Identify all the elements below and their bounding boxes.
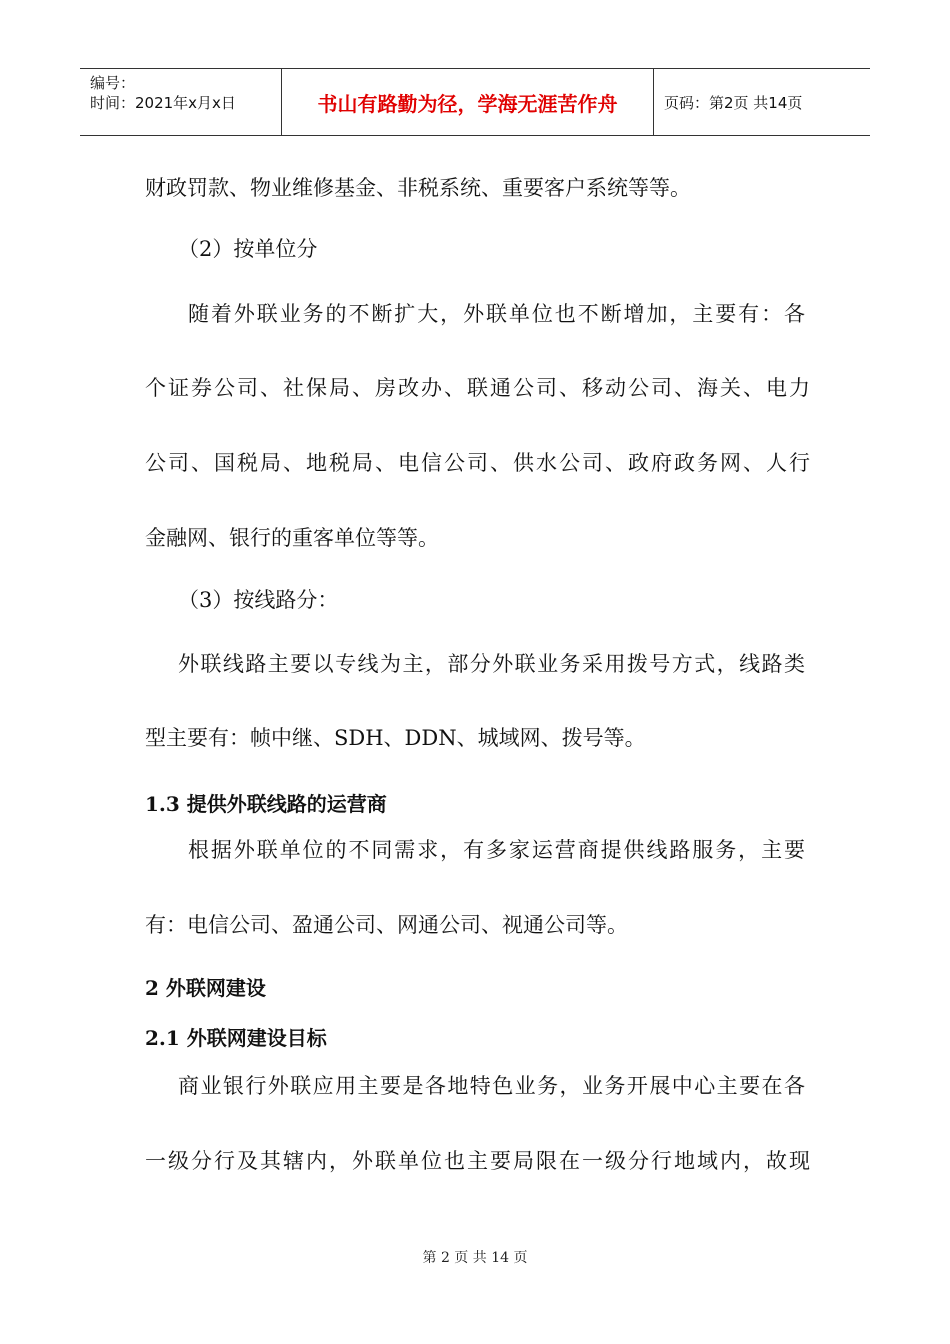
section-heading: 2.1 外联网建设目标 [145,1026,327,1050]
page-code: 页码：第2页 共14页 [664,93,803,112]
number-label: 编号： [90,74,136,92]
body-line: 根据外联单位的不同需求，有多家运营商提供线路服务，主要 [188,838,805,862]
body-line: 个证券公司、社保局、房改办、联通公司、移动公司、海关、电力 [145,376,810,400]
body-line: 有：电信公司、盈通公司、网通公司、视通公司等。 [145,913,628,937]
body-line: 型主要有：帧中继、SDH、DDN、城域网、拨号等。 [145,726,646,750]
page-footer: 第 2 页 共 14 页 [422,1250,528,1266]
header-left-cell [80,69,282,135]
body-line: （2）按单位分 [178,237,318,261]
body-line: 随着外联业务的不断扩大，外联单位也不断增加，主要有：各 [188,302,805,326]
body-line: 公司、国税局、地税局、电信公司、供水公司、政府政务网、人行 [145,451,810,475]
body-line: 商业银行外联应用主要是各地特色业务，业务开展中心主要在各 [178,1074,805,1098]
body-line: 一级分行及其辖内，外联单位也主要局限在一级分行地域内，故现 [145,1149,810,1173]
body-line: 金融网、银行的重客单位等等。 [145,526,439,550]
page-header [80,68,870,136]
section-heading: 2 外联网建设 [145,976,266,1000]
body-line: 财政罚款、物业维修基金、非税系统、重要客户系统等等。 [145,176,691,200]
time-label: 时间：2021年x月x日 [90,94,236,112]
body-line: 外联线路主要以专线为主，部分外联业务采用拨号方式，线路类 [178,652,805,676]
section-heading: 1.3 提供外联线路的运营商 [145,792,387,816]
body-line: （3）按线路分： [178,588,339,612]
motto: 书山有路勤为径，学海无涯苦作舟 [282,69,654,135]
